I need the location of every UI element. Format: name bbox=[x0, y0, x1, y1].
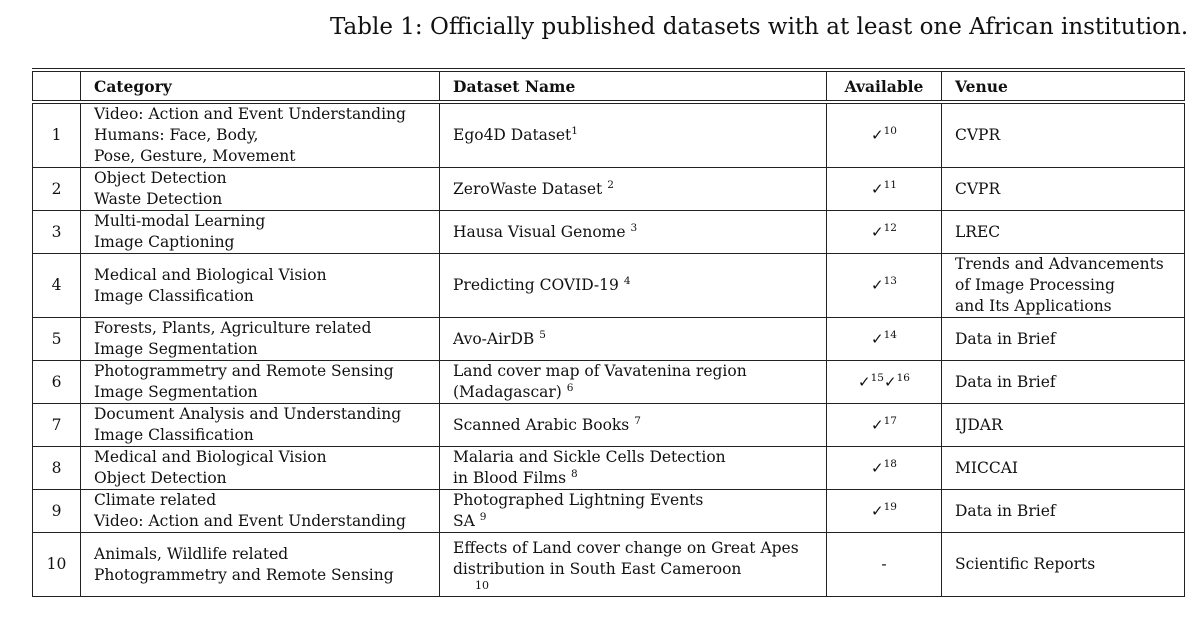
category-line: Pose, Gesture, Movement bbox=[94, 147, 296, 165]
category-line: Humans: Face, Body, bbox=[94, 126, 259, 144]
dataset-name-line bbox=[453, 538, 826, 559]
dataset-name-cell bbox=[440, 533, 827, 597]
footnote-ref: 1 bbox=[571, 125, 578, 137]
dataset-name-text: Photographed Lightning Events bbox=[453, 491, 704, 509]
venue-line: CVPR bbox=[955, 126, 1001, 144]
footnote-ref: 19 bbox=[883, 500, 897, 513]
category-line: Climate related bbox=[94, 491, 217, 509]
footnote-ref: 14 bbox=[883, 328, 897, 341]
dataset-name-line bbox=[453, 559, 826, 580]
dataset-name-cell bbox=[440, 254, 827, 318]
venue-cell bbox=[942, 168, 1185, 211]
footnote-ref: 16 bbox=[896, 371, 910, 384]
footnote-ref: 8 bbox=[570, 468, 578, 480]
venue-cell bbox=[942, 254, 1185, 318]
available-cell bbox=[827, 490, 942, 533]
category-line: Photogrammetry and Remote Sensing bbox=[94, 362, 394, 380]
table-body bbox=[33, 102, 1185, 597]
checkmark-icon: ✓ bbox=[871, 126, 884, 144]
dataset-name-text: (Madagascar) bbox=[453, 383, 567, 401]
dataset-name-text: Avo-AirDB bbox=[453, 329, 540, 348]
checkmark-icon: ✓ bbox=[871, 179, 884, 198]
category-line: Image Segmentation bbox=[94, 383, 258, 401]
dataset-name-text: Scanned Arabic Books bbox=[453, 415, 635, 434]
category-cell bbox=[81, 533, 440, 597]
available-cell bbox=[827, 254, 942, 318]
dataset-name-cell bbox=[440, 404, 827, 447]
footnote-ref: 12 bbox=[883, 221, 897, 234]
category-cell bbox=[81, 490, 440, 533]
dataset-name-text: Malaria and Sickle Cells Detection bbox=[453, 448, 726, 466]
footnote-ref: 2 bbox=[607, 178, 614, 191]
venue-cell bbox=[942, 318, 1185, 361]
row-number: 5 bbox=[33, 318, 81, 361]
table-row bbox=[33, 447, 1185, 490]
venue-cell bbox=[942, 490, 1185, 533]
category-cell bbox=[81, 447, 440, 490]
checkmark-icon: ✓ bbox=[871, 458, 884, 477]
venue-line: and Its Applications bbox=[955, 297, 1112, 315]
dataset-name-line bbox=[453, 329, 826, 350]
venue-cell bbox=[942, 102, 1185, 168]
dataset-name-line bbox=[453, 125, 826, 146]
table-row bbox=[33, 490, 1185, 533]
dataset-name-text: Land cover map of Vavatenina region bbox=[453, 362, 747, 380]
row-number: 4 bbox=[33, 254, 81, 318]
row-number: 7 bbox=[33, 404, 81, 447]
available-cell bbox=[827, 404, 942, 447]
dataset-name-line bbox=[453, 222, 826, 243]
footnote-ref: 11 bbox=[883, 178, 897, 191]
row-number: 10 bbox=[33, 533, 81, 597]
table-row bbox=[33, 102, 1185, 168]
table-row bbox=[33, 254, 1185, 318]
category-cell bbox=[81, 102, 440, 168]
footnote-ref: 18 bbox=[883, 457, 897, 470]
dataset-name-cell bbox=[440, 318, 827, 361]
row-number: 9 bbox=[33, 490, 81, 533]
dataset-name-text: Ego4D Dataset bbox=[453, 126, 572, 144]
dataset-name-line bbox=[453, 511, 826, 532]
dataset-name-line bbox=[453, 382, 826, 403]
footnote-ref: 4 bbox=[623, 275, 631, 287]
header-category: Category bbox=[81, 70, 440, 102]
table-header-row bbox=[33, 70, 1185, 102]
header-dataset-name: Dataset Name bbox=[440, 70, 827, 102]
checkmark-icon: ✓ bbox=[871, 501, 884, 520]
category-line: Multi-modal Learning bbox=[94, 212, 266, 230]
row-number: 2 bbox=[33, 168, 81, 211]
available-cell bbox=[827, 102, 942, 168]
datasets-table bbox=[32, 68, 1185, 597]
available-cell bbox=[827, 447, 942, 490]
footnote-ref: 10 bbox=[475, 578, 489, 592]
category-cell bbox=[81, 361, 440, 404]
row-number: 1 bbox=[33, 102, 81, 168]
dataset-name-cell bbox=[440, 490, 827, 533]
dataset-name-line bbox=[453, 415, 826, 436]
venue-line: of Image Processing bbox=[955, 276, 1115, 294]
row-number: 8 bbox=[33, 447, 81, 490]
dataset-name-line bbox=[453, 179, 826, 200]
table-row bbox=[33, 318, 1185, 361]
dataset-name-line bbox=[453, 490, 826, 511]
available-cell bbox=[827, 318, 942, 361]
venue-cell bbox=[942, 447, 1185, 490]
venue-line: Scientific Reports bbox=[955, 555, 1096, 573]
footnote-ref: 13 bbox=[883, 275, 897, 287]
footnote-ref: 9 bbox=[479, 511, 487, 523]
table-row bbox=[33, 533, 1185, 597]
category-line: Document Analysis and Understanding bbox=[94, 405, 402, 423]
venue-line: LREC bbox=[955, 222, 1001, 241]
venue-line: Data in Brief bbox=[955, 372, 1056, 391]
row-number: 3 bbox=[33, 211, 81, 254]
category-cell bbox=[81, 168, 440, 211]
footnote-ref: 7 bbox=[634, 414, 641, 427]
category-line: Object Detection bbox=[94, 169, 227, 187]
dataset-name-cell bbox=[440, 211, 827, 254]
not-available-mark: - bbox=[881, 555, 887, 573]
venue-cell bbox=[942, 211, 1185, 254]
dataset-name-text: Predicting COVID-19 bbox=[453, 276, 624, 294]
dataset-name-cell bbox=[440, 102, 827, 168]
header-available: Available bbox=[827, 70, 942, 102]
footnote-ref: 15 bbox=[870, 371, 884, 384]
table-row bbox=[33, 404, 1185, 447]
checkmark-icon: ✓ bbox=[858, 372, 871, 391]
venue-cell bbox=[942, 404, 1185, 447]
dataset-name-line bbox=[453, 275, 826, 296]
dataset-name-line bbox=[453, 447, 826, 468]
footnote-ref: 3 bbox=[630, 221, 638, 234]
category-cell bbox=[81, 404, 440, 447]
checkmark-icon: ✓ bbox=[884, 372, 897, 391]
header-venue: Venue bbox=[942, 70, 1185, 102]
venue-line: IJDAR bbox=[955, 415, 1003, 434]
venue-line: Data in Brief bbox=[955, 501, 1056, 520]
venue-line: Data in Brief bbox=[955, 329, 1056, 348]
venue-cell bbox=[942, 361, 1185, 404]
category-line: Photogrammetry and Remote Sensing bbox=[94, 565, 394, 584]
dataset-name-text: Hausa Visual Genome bbox=[453, 222, 631, 241]
category-line: Medical and Biological Vision bbox=[94, 265, 327, 284]
dataset-name-text: ZeroWaste Dataset bbox=[453, 179, 608, 198]
checkmark-icon: ✓ bbox=[871, 222, 884, 241]
dataset-name-text: SA bbox=[453, 512, 480, 530]
venue-line: CVPR bbox=[955, 179, 1001, 198]
category-line: Video: Action and Event Understanding bbox=[94, 512, 406, 530]
category-line: Animals, Wildlife related bbox=[94, 544, 289, 563]
available-cell bbox=[827, 361, 942, 404]
category-line: Medical and Biological Vision bbox=[94, 448, 327, 466]
row-number: 6 bbox=[33, 361, 81, 404]
footnote-ref: 6 bbox=[566, 382, 574, 394]
dataset-name-cell bbox=[440, 168, 827, 211]
table-row bbox=[33, 168, 1185, 211]
category-line: Image Captioning bbox=[94, 233, 235, 251]
dataset-name-line bbox=[453, 468, 826, 489]
category-cell bbox=[81, 318, 440, 361]
available-cell bbox=[827, 533, 942, 597]
category-line: Image Segmentation bbox=[94, 340, 258, 358]
dataset-name-cell bbox=[440, 361, 827, 404]
dataset-name-cell bbox=[440, 447, 827, 490]
category-line: Forests, Plants, Agriculture related bbox=[94, 319, 372, 337]
venue-line: MICCAI bbox=[955, 458, 1019, 477]
available-cell bbox=[827, 211, 942, 254]
dataset-name-text: Effects of Land cover change on Great Apes bbox=[453, 538, 799, 557]
category-line: Object Detection bbox=[94, 469, 227, 487]
venue-cell bbox=[942, 533, 1185, 597]
table-row bbox=[33, 361, 1185, 404]
category-line: Video: Action and Event Understanding bbox=[94, 105, 406, 123]
table-caption: Table 1: Officially published datasets with at least one African institution. bbox=[330, 14, 1189, 40]
checkmark-icon: ✓ bbox=[871, 276, 884, 294]
category-line: Image Classification bbox=[94, 286, 254, 305]
header-num bbox=[33, 70, 81, 102]
available-cell bbox=[827, 168, 942, 211]
checkmark-icon: ✓ bbox=[871, 415, 884, 434]
category-cell bbox=[81, 254, 440, 318]
table-row bbox=[33, 211, 1185, 254]
footnote-ref: 10 bbox=[883, 125, 897, 137]
category-line: Image Classification bbox=[94, 426, 254, 444]
dataset-name-line bbox=[453, 361, 826, 382]
dataset-name-text: in Blood Films bbox=[453, 469, 571, 487]
checkmark-icon: ✓ bbox=[871, 329, 884, 348]
category-cell bbox=[81, 211, 440, 254]
footnote-ref: 17 bbox=[883, 414, 897, 427]
dataset-name-text: distribution in South East Cameroon bbox=[453, 559, 742, 578]
footnote-ref: 5 bbox=[539, 328, 546, 341]
category-line: Waste Detection bbox=[94, 190, 223, 208]
venue-line: Trends and Advancements bbox=[955, 255, 1164, 273]
